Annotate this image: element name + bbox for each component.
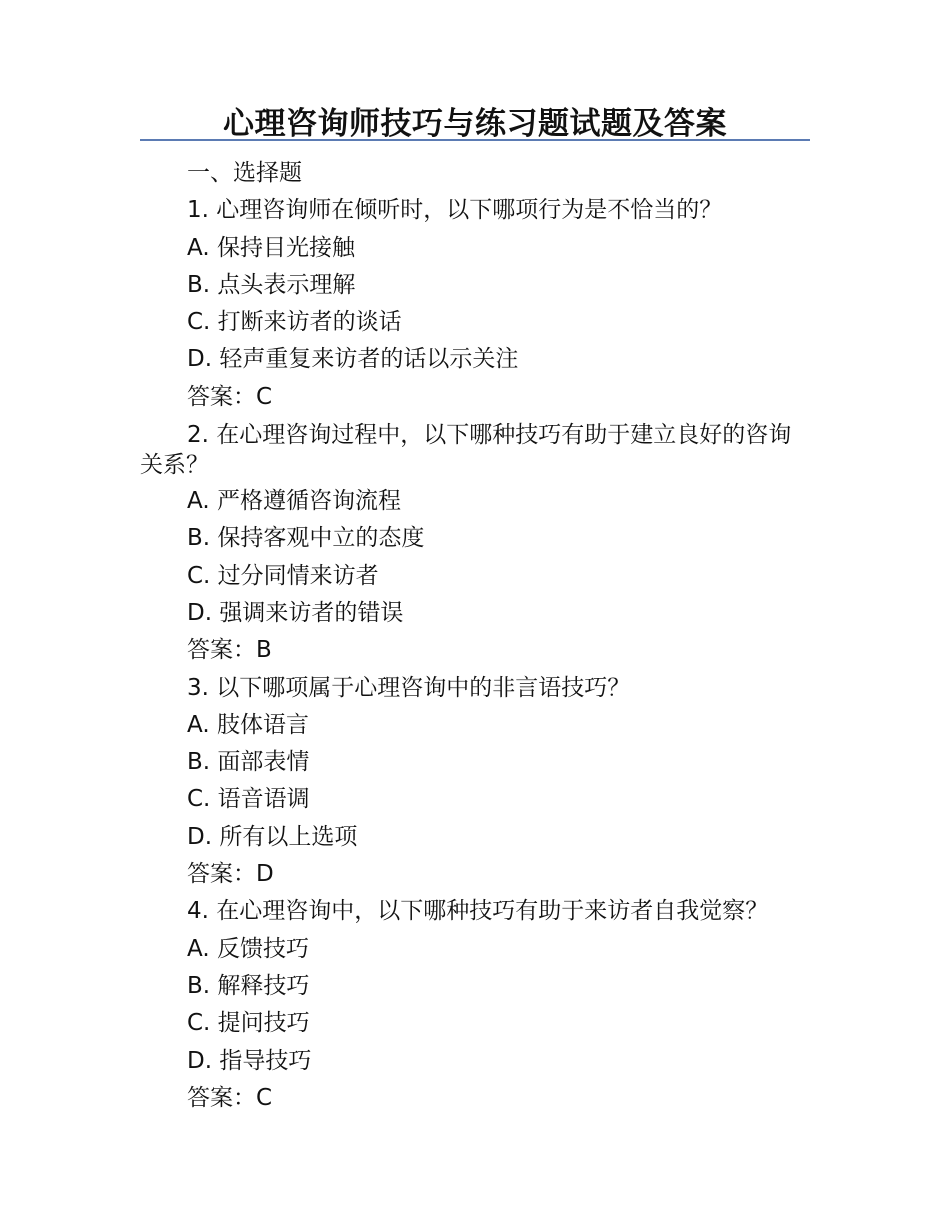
answer-text: 答案：C [187,1084,273,1111]
answer-text: 答案：B [187,637,272,664]
option-c: C. 语音语调 [187,786,310,813]
question-text: 1. 心理咨询师在倾听时，以下哪项行为是不恰当的？ [187,197,723,224]
option-c: C. 过分同情来访者 [187,562,379,589]
title-underline [140,139,810,141]
option-d: D. 指导技巧 [187,1047,312,1074]
option-b: B. 保持客观中立的态度 [187,525,425,552]
option-d: D. 强调来访者的错误 [187,599,404,626]
question-text: 2. 在心理咨询过程中，以下哪种技巧有助于建立良好的咨询关系？ [140,422,792,479]
answer-text: 答案：D [187,861,274,888]
option-b: B. 面部表情 [187,749,310,776]
option-a: A. 反馈技巧 [187,935,309,962]
section-heading: 一、选择题 [187,160,302,186]
option-a: A. 严格遵循咨询流程 [187,488,401,515]
option-a: A. 肢体语言 [187,711,309,738]
answer-text: 答案：C [187,383,273,410]
option-c: C. 提问技巧 [187,1010,310,1037]
question-text: 3. 以下哪项属于心理咨询中的非言语技巧？ [187,674,631,701]
option-b: B. 解释技巧 [187,972,310,999]
option-d: D. 轻声重复来访者的话以示关注 [187,346,519,373]
document-body [140,155,810,1117]
option-c: C. 打断来访者的谈话 [187,309,402,336]
option-a: A. 保持目光接触 [187,234,355,261]
option-d: D. 所有以上选项 [187,823,358,850]
document-title: 心理咨询师技巧与练习题试题及答案 [223,106,727,142]
option-b: B. 点头表示理解 [187,271,356,298]
question-text: 4. 在心理咨询中，以下哪种技巧有助于来访者自我觉察？ [187,898,769,925]
